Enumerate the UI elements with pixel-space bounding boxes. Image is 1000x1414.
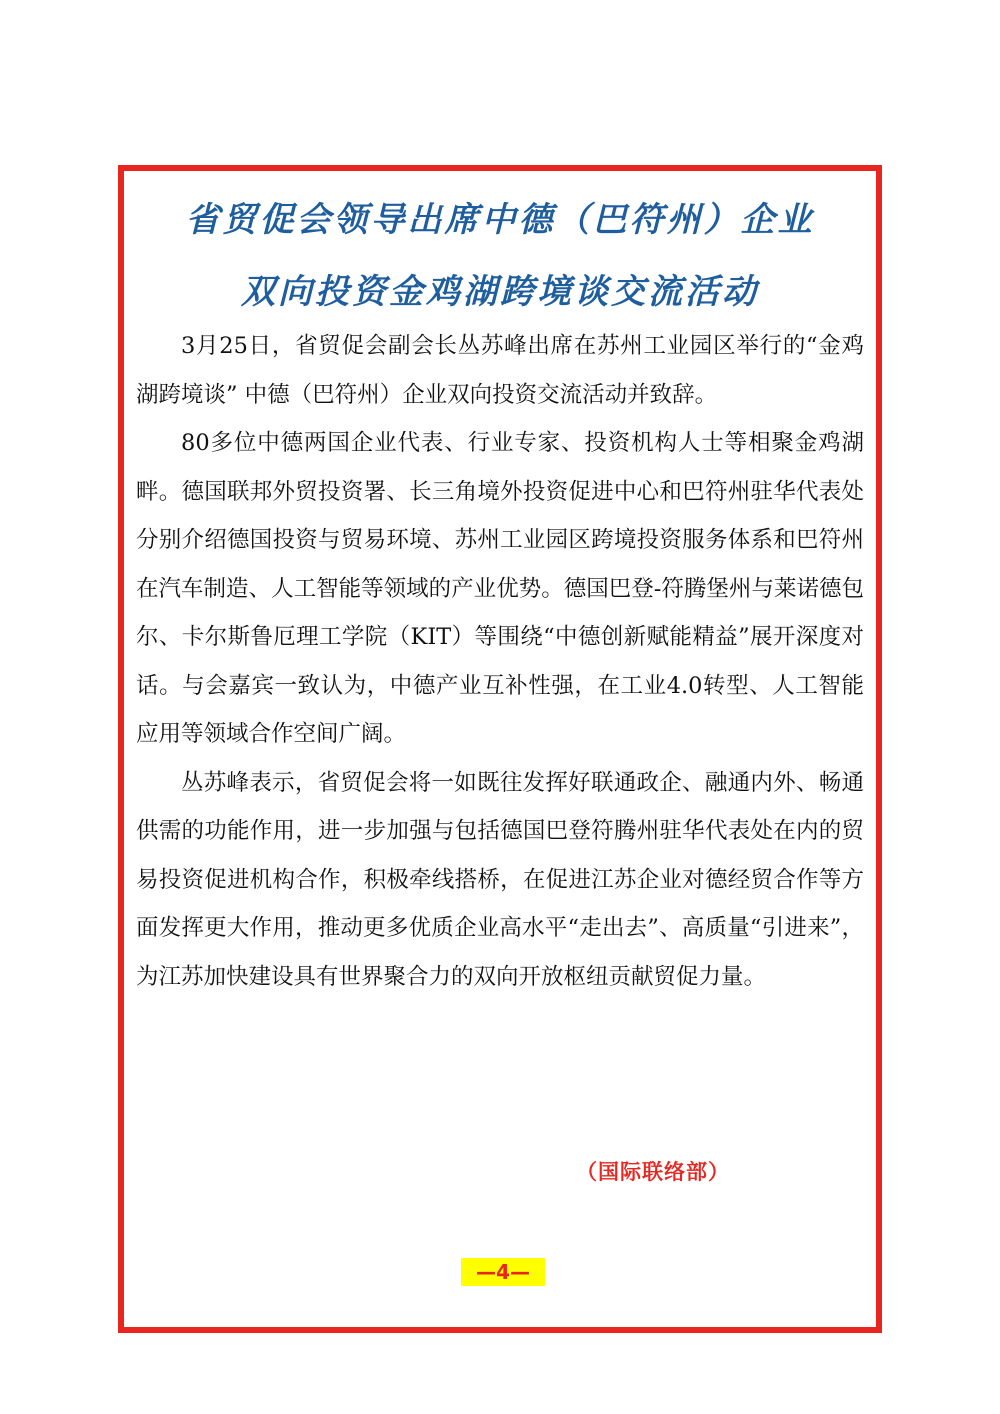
page-number: —4— bbox=[461, 1258, 545, 1286]
department-signature: （国际联络部） bbox=[576, 1160, 730, 1184]
paragraph-1: 3月25日，省贸促会副会长丛苏峰出席在苏州工业园区举行的“金鸡湖跨境谈” 中德（巴符州）企业双向投资交流活动并致辞。 bbox=[136, 333, 864, 408]
paragraph-3: 丛苏峰表示，省贸促会将一如既往发挥好联通政企、融通内外、畅通供需的功能作用，进一步加强与包括德国巴登符腾州驻华代表处在内的贸易投资促进机构合作，积极牵线搭桥，在促进江苏企业对德经贸合作等方面发挥更大作用，推动更多优质企业高水平“走出去”、高质量“引进来”，为江苏加快建设具有世界聚合力的双向开放枢纽贡献贸促力量。 bbox=[136, 769, 864, 990]
paragraph-2: 80多位中德两国企业代表、行业专家、投资机构人士等相聚金鸡湖畔。德国联邦外贸投资署、长三角境外投资促进中心和巴符州驻华代表处分别介绍德国投资与贸易环境、苏州工业园区跨境投资服务体系和巴符州在汽车制造、人工智能等领域的产业优势。德国巴登-符腾堡州与莱诺德包尔、卡尔斯鲁厄理工学院（KIT）等围绕“中德创新赋能精益”展开深度对话。与会嘉宾一致认为，中德产业互补性强，在工业4.0转型、人工智能应用等领域合作空间广阔。 bbox=[136, 430, 864, 747]
article-body bbox=[136, 322, 864, 1001]
article-title-line-1: 省贸促会领导出席中德（巴符州）企业 bbox=[185, 200, 815, 240]
article-title-line-2: 双向投资金鸡湖跨境谈交流活动 bbox=[241, 272, 759, 312]
